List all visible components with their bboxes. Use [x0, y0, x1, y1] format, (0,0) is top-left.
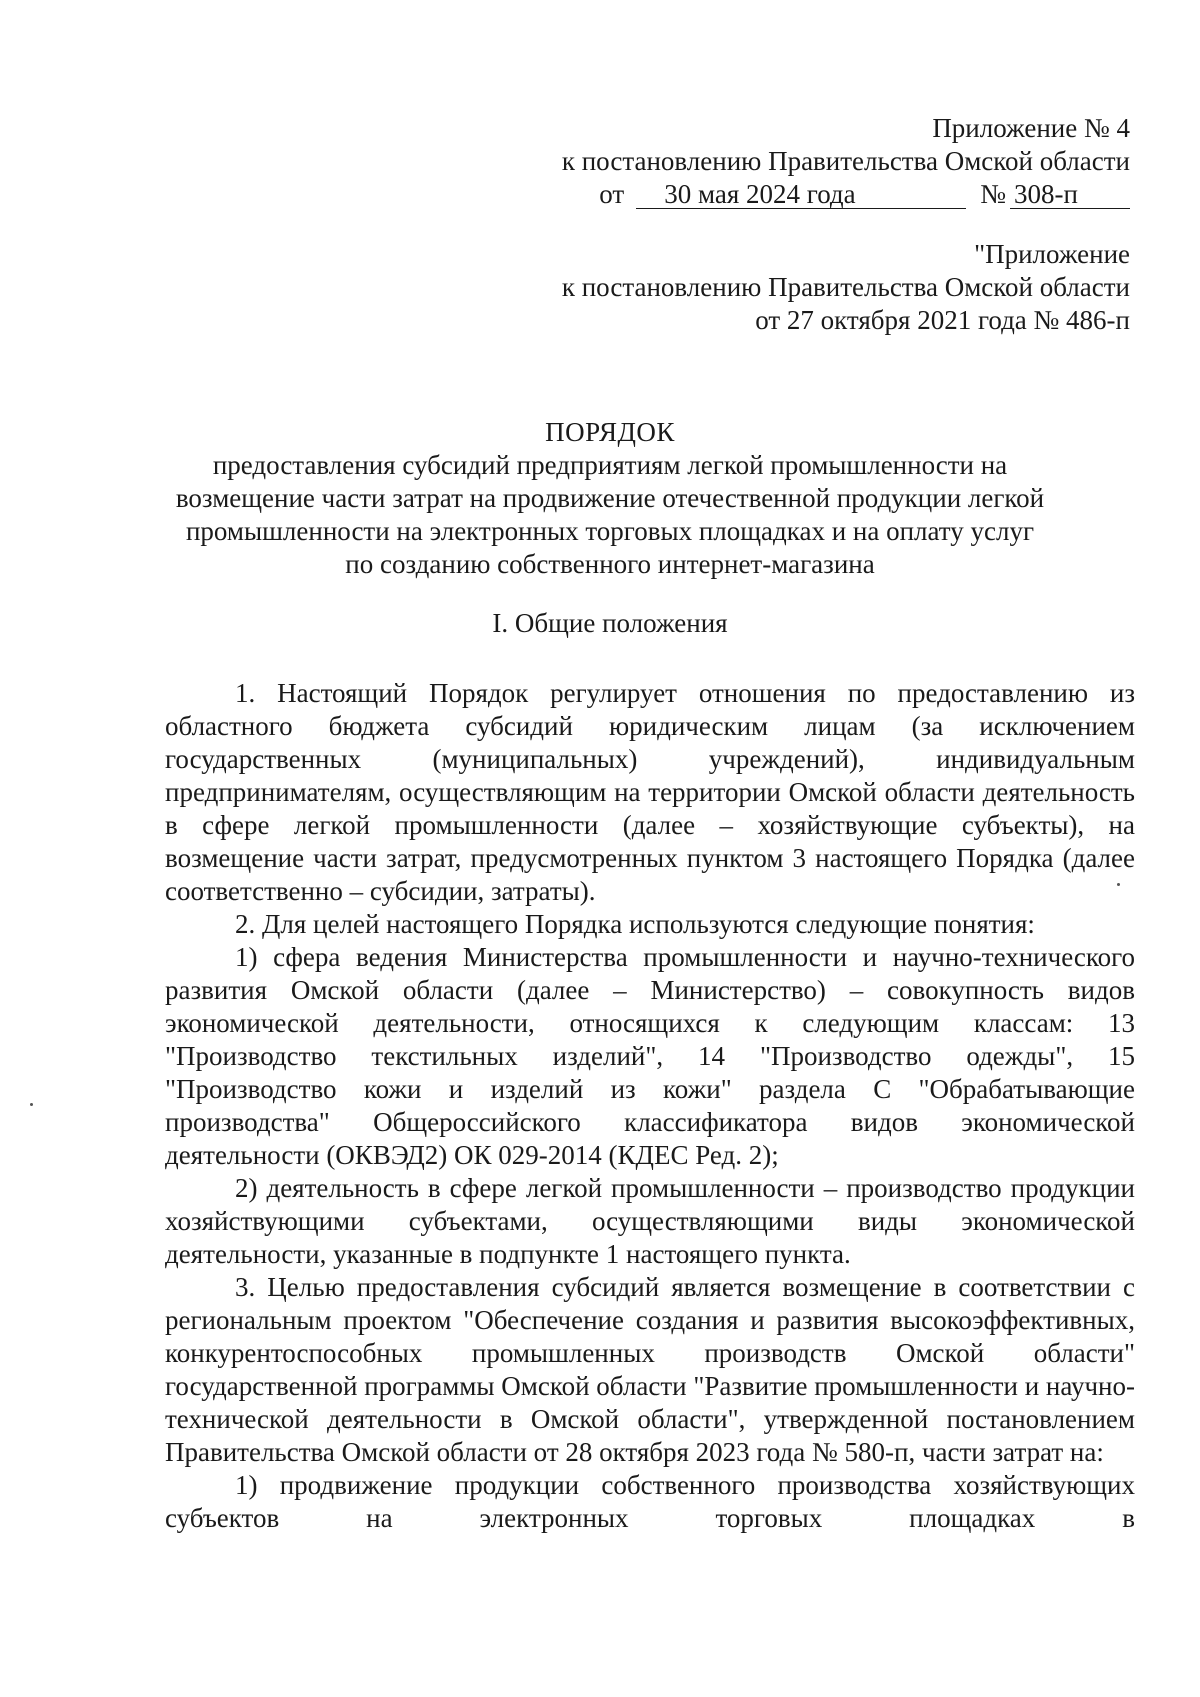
appendix-date-line: [562, 178, 1130, 211]
subparagraph-3-1: 1) продвижение продукции собственного производства хозяйствующих субъектов на электронных торговых площадках в: [165, 1470, 1135, 1533]
document-title: ПОРЯДОК: [545, 417, 675, 447]
document-subtitle: предоставления субсидий предприятиям легкой промышленности на возмещение части затрат на продвижение отечественной продукции легкой промышленности на электронных торговых площадках и на оплату услуг по созданию собственного интернет-магазина: [175, 450, 1045, 579]
original-appendix-label: "Приложение: [974, 239, 1130, 269]
section-heading: I. Общие положения: [492, 608, 728, 638]
document-body: [165, 677, 1135, 1535]
appendix-reference: к постановлению Правительства Омской области: [561, 146, 1130, 176]
original-appendix-header: [562, 238, 1130, 337]
resolution-date: 30 мая 2024 года: [636, 180, 966, 209]
subparagraph-2-2: 2) деятельность в сфере легкой промышленности – производство продукции хозяйствующими субъектами, осуществляющими виды экономической деятельности, указанные в подпункте 1 настоящего пункта.: [165, 1173, 1135, 1269]
original-appendix-reference: к постановлению Правительства Омской области: [561, 272, 1130, 302]
date-prefix: от: [599, 179, 625, 209]
paragraph-2: 2. Для целей настоящего Порядка используются следующие понятия:: [235, 909, 1035, 939]
appendix-header: [562, 112, 1130, 211]
scan-speck: [1117, 883, 1120, 886]
number-label: №: [980, 179, 1006, 209]
original-appendix-date: от 27 октября 2021 года № 486-п: [755, 305, 1130, 335]
subparagraph-2-1: 1) сфера ведения Министерства промышленности и научно-технического развития Омской области (далее – Министерство) – совокупность видов экономической деятельности, относящихся к следующим классам: 13 "Производство текстильных изделий", 14 "Производство одежды", 15 "Производство кожи и изделий из кожи" раздела C "Обрабатывающие производства" Общероссийского классификатора видов экономической деятельности (ОКВЭД2) ОК 029-2014 (КДЕС Ред. 2);: [165, 942, 1135, 1170]
scan-speck: [30, 1103, 33, 1106]
paragraph-1: 1. Настоящий Порядок регулирует отношения по предоставлению из областного бюджета субсидий юридическим лицам (за исключением государственных (муниципальных) учреждений), индивидуальным предпринимателям, осуществляющим на территории Омской области деятельность в сфере легкой промышленности (далее – хозяйствующие субъекты), на возмещение части затрат, предусмотренных пунктом 3 настоящего Порядка (далее соответственно – субсидии, затраты).: [165, 678, 1135, 906]
appendix-number: Приложение № 4: [932, 113, 1130, 143]
resolution-number: 308-п: [1010, 180, 1130, 209]
paragraph-3: 3. Целью предоставления субсидий является возмещение в соответствии с региональным проектом "Обеспечение создания и развития высокоэффективных, конкурентоспособных промышленных производств Омской области" государственной программы Омской области "Развитие промышленности и научно-технической деятельности в Омской области", утвержденной постановлением Правительства Омской области от 28 октября 2023 года № 580-п, части затрат на:: [165, 1272, 1135, 1467]
